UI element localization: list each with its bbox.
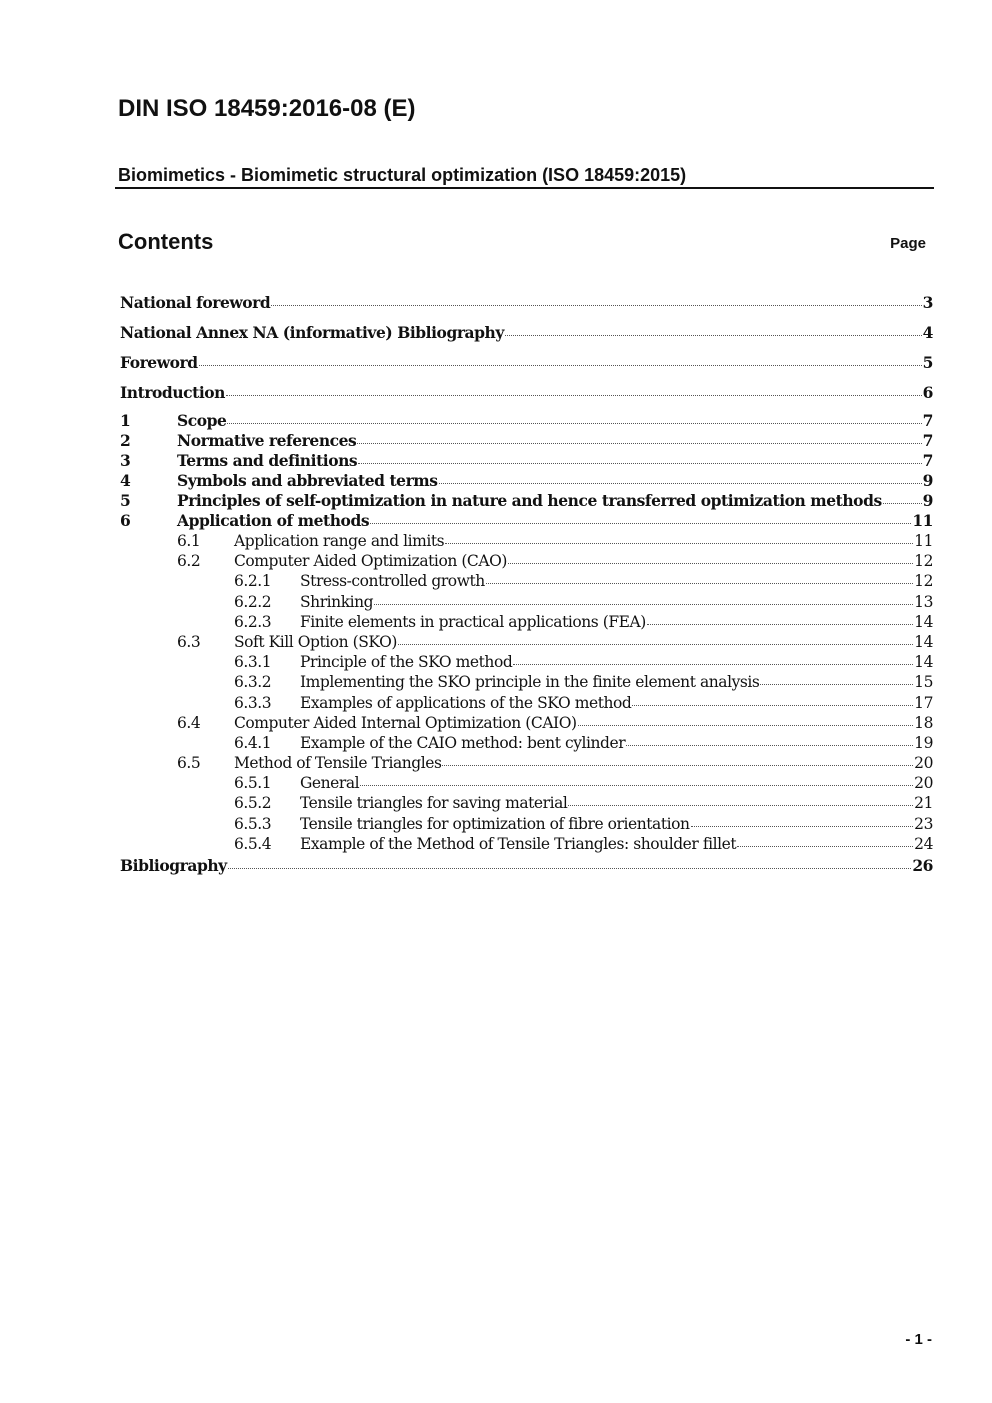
toc-entry-number: 6.2.1 <box>234 572 272 591</box>
toc-entry[interactable] <box>120 571 933 591</box>
toc-entry-page: 3 <box>922 293 933 312</box>
toc-entry-title: Normative references <box>177 431 357 450</box>
toc-entry-number: 2 <box>120 431 131 450</box>
toc-entry-title: Application range and limits <box>234 532 445 550</box>
toc-entry[interactable] <box>120 531 933 551</box>
toc-entry-page: 15 <box>914 673 933 692</box>
toc-entry-page: 14 <box>914 653 933 672</box>
toc-entry-title: Foreword <box>120 353 198 372</box>
toc-entry-title: Implementing the SKO principle in the finite element analysis <box>300 673 760 692</box>
toc-entry-title: Method of Tensile Triangles <box>234 754 442 773</box>
toc-entry-title: Introduction <box>120 383 225 402</box>
toc-entry[interactable] <box>120 693 933 713</box>
toc-entry-title: Example of the Method of Tensile Triangles: shoulder fillet <box>300 834 737 853</box>
contents-heading: Contents <box>118 229 214 254</box>
toc-dot-leader <box>647 623 913 625</box>
toc-dot-leader <box>578 724 914 726</box>
toc-entry[interactable] <box>120 491 933 511</box>
toc-entry-title: General <box>300 774 360 793</box>
toc-entry-number: 4 <box>120 471 131 490</box>
toc-entry-title: National foreword <box>120 293 271 312</box>
toc-entry-page: 12 <box>914 552 933 571</box>
toc-entry-page: 23 <box>914 814 933 833</box>
toc-entry-title: Terms and definitions <box>177 451 358 470</box>
toc-entry-number: 6.5.3 <box>234 814 272 833</box>
toc-entry-title: Stress-controlled growth <box>300 572 485 591</box>
toc-entry-page: 7 <box>922 431 933 450</box>
toc-entry[interactable] <box>120 321 933 351</box>
toc-entry-title: Finite elements in practical applications (FEA) <box>300 612 646 631</box>
toc-entry[interactable] <box>120 854 933 884</box>
toc-entry[interactable] <box>120 431 933 451</box>
toc-entry-title: Symbols and abbreviated terms <box>177 471 438 490</box>
toc-entry-number: 6 <box>120 511 131 530</box>
toc-entry-number: 6.3 <box>177 632 201 651</box>
toc-entry-page: 11 <box>914 532 933 550</box>
toc-entry[interactable] <box>120 551 933 571</box>
toc-dot-leader <box>370 522 911 524</box>
toc-entry[interactable] <box>120 753 933 773</box>
toc-entry[interactable] <box>120 612 933 632</box>
toc-entry-number: 3 <box>120 451 131 470</box>
toc-dot-leader <box>398 643 913 645</box>
toc-dot-leader <box>357 442 921 444</box>
toc-entry-number: 6.2.3 <box>234 612 272 631</box>
toc-entry-title: Computer Aided Optimization (CAO) <box>234 552 507 571</box>
toc-dot-leader <box>228 867 912 869</box>
toc-dot-leader <box>271 304 921 306</box>
toc-entry-page: 20 <box>914 774 933 793</box>
toc-entry-number: 6.2 <box>177 552 201 571</box>
toc-entry-title: Bibliography <box>120 856 227 875</box>
page-number: - 1 - <box>905 1331 932 1348</box>
toc-entry-page: 14 <box>914 612 933 631</box>
toc-dot-leader <box>360 784 913 786</box>
toc-entry-title: Principle of the SKO method <box>300 653 513 672</box>
toc-entry-title: Soft Kill Option (SKO) <box>234 632 397 651</box>
toc-entry[interactable] <box>120 773 933 793</box>
toc-entry[interactable] <box>120 592 933 612</box>
toc-entry-number: 6.3.2 <box>234 673 272 692</box>
document-title: DIN ISO 18459:2016-08 (E) <box>118 95 416 122</box>
toc-dot-leader <box>691 825 914 827</box>
toc-entry-page: 12 <box>914 572 933 591</box>
toc-entry[interactable] <box>120 713 933 733</box>
toc-dot-leader <box>439 482 922 484</box>
toc-dot-leader <box>508 562 913 564</box>
toc-dot-leader <box>760 683 913 685</box>
toc-dot-leader <box>358 462 921 464</box>
toc-entry[interactable] <box>120 834 933 854</box>
toc-entry-number: 6.3.3 <box>234 693 272 712</box>
toc-entry[interactable] <box>120 411 933 431</box>
toc-entry-page: 9 <box>922 491 933 510</box>
toc-entry-number: 5 <box>120 491 131 510</box>
toc-dot-leader <box>626 744 913 746</box>
toc-entry-number: 6.4.1 <box>234 733 272 752</box>
toc-entry-title: Application of methods <box>177 511 370 530</box>
toc-entry-page: 19 <box>914 733 933 752</box>
toc-entry[interactable] <box>120 652 933 672</box>
toc-entry-title: Scope <box>177 411 227 430</box>
toc-dot-leader <box>568 804 913 806</box>
toc-entry[interactable] <box>120 733 933 753</box>
toc-entry[interactable] <box>120 672 933 692</box>
toc-entry-page: 11 <box>912 511 933 530</box>
toc-dot-leader <box>486 582 913 584</box>
toc-entry-number: 1 <box>120 411 131 430</box>
toc-entry-number: 6.5 <box>177 754 201 773</box>
toc-entry[interactable] <box>120 451 933 471</box>
toc-entry-page: 26 <box>912 856 933 875</box>
toc-entry-page: 17 <box>914 693 933 712</box>
toc-entry-page: 14 <box>914 632 933 651</box>
toc-entry-page: 9 <box>922 471 933 490</box>
toc-entry-page: 7 <box>922 451 933 470</box>
toc-dot-leader <box>737 845 913 847</box>
toc-entry-page: 4 <box>922 323 933 342</box>
toc-entry-title: Tensile triangles for saving material <box>300 794 568 813</box>
toc-dot-leader <box>227 422 921 424</box>
toc-dot-leader <box>199 364 922 366</box>
toc-dot-leader <box>374 603 913 605</box>
toc-entry[interactable] <box>120 793 933 813</box>
toc-dot-leader <box>445 542 913 544</box>
toc-entry-title: National Annex NA (informative) Bibliography <box>120 323 504 342</box>
toc-entry-title: Computer Aided Internal Optimization (CAIO) <box>234 713 577 732</box>
toc-dot-leader <box>442 764 913 766</box>
toc-entry-page: 20 <box>914 754 933 773</box>
toc-entry-page: 6 <box>922 383 933 402</box>
table-of-contents <box>120 291 933 884</box>
toc-entry-page: 21 <box>914 794 933 813</box>
toc-entry[interactable] <box>120 511 933 531</box>
toc-entry-number: 6.4 <box>177 713 201 732</box>
toc-entry-number: 6.5.4 <box>234 834 272 853</box>
toc-entry-number: 6.5.2 <box>234 794 272 813</box>
toc-entry-page: 24 <box>914 834 933 853</box>
toc-dot-leader <box>513 663 913 665</box>
toc-entry[interactable] <box>120 351 933 381</box>
toc-entry[interactable] <box>120 381 933 411</box>
page-column-heading: Page <box>890 235 926 252</box>
toc-entry-title: Examples of applications of the SKO method <box>300 693 632 712</box>
toc-entry-title: Tensile triangles for optimization of fibre orientation <box>300 814 690 833</box>
toc-entry-page: 5 <box>922 353 933 372</box>
toc-entry[interactable] <box>120 814 933 834</box>
title-divider <box>115 187 934 189</box>
toc-dot-leader <box>505 334 922 336</box>
toc-entry-title: Shrinking <box>300 592 374 611</box>
toc-entry-number: 6.1 <box>177 532 201 550</box>
toc-entry-title: Principles of self-optimization in nature and hence transferred optimization methods <box>177 491 882 510</box>
toc-entry-number: 6.2.2 <box>234 592 272 611</box>
toc-entry-number: 6.3.1 <box>234 653 272 672</box>
toc-entry-page: 7 <box>922 411 933 430</box>
toc-entry[interactable] <box>120 632 933 652</box>
toc-dot-leader <box>632 704 913 706</box>
toc-entry[interactable] <box>120 291 933 321</box>
toc-entry-page: 13 <box>914 592 933 611</box>
toc-entry-number: 6.5.1 <box>234 774 272 793</box>
document-subtitle: Biomimetics - Biomimetic structural optimization (ISO 18459:2015) <box>118 165 687 185</box>
toc-entry[interactable] <box>120 471 933 491</box>
toc-entry-title: Example of the CAIO method: bent cylinder <box>300 733 626 752</box>
toc-entry-page: 18 <box>914 713 933 732</box>
toc-dot-leader <box>226 394 922 396</box>
toc-dot-leader <box>883 502 922 504</box>
